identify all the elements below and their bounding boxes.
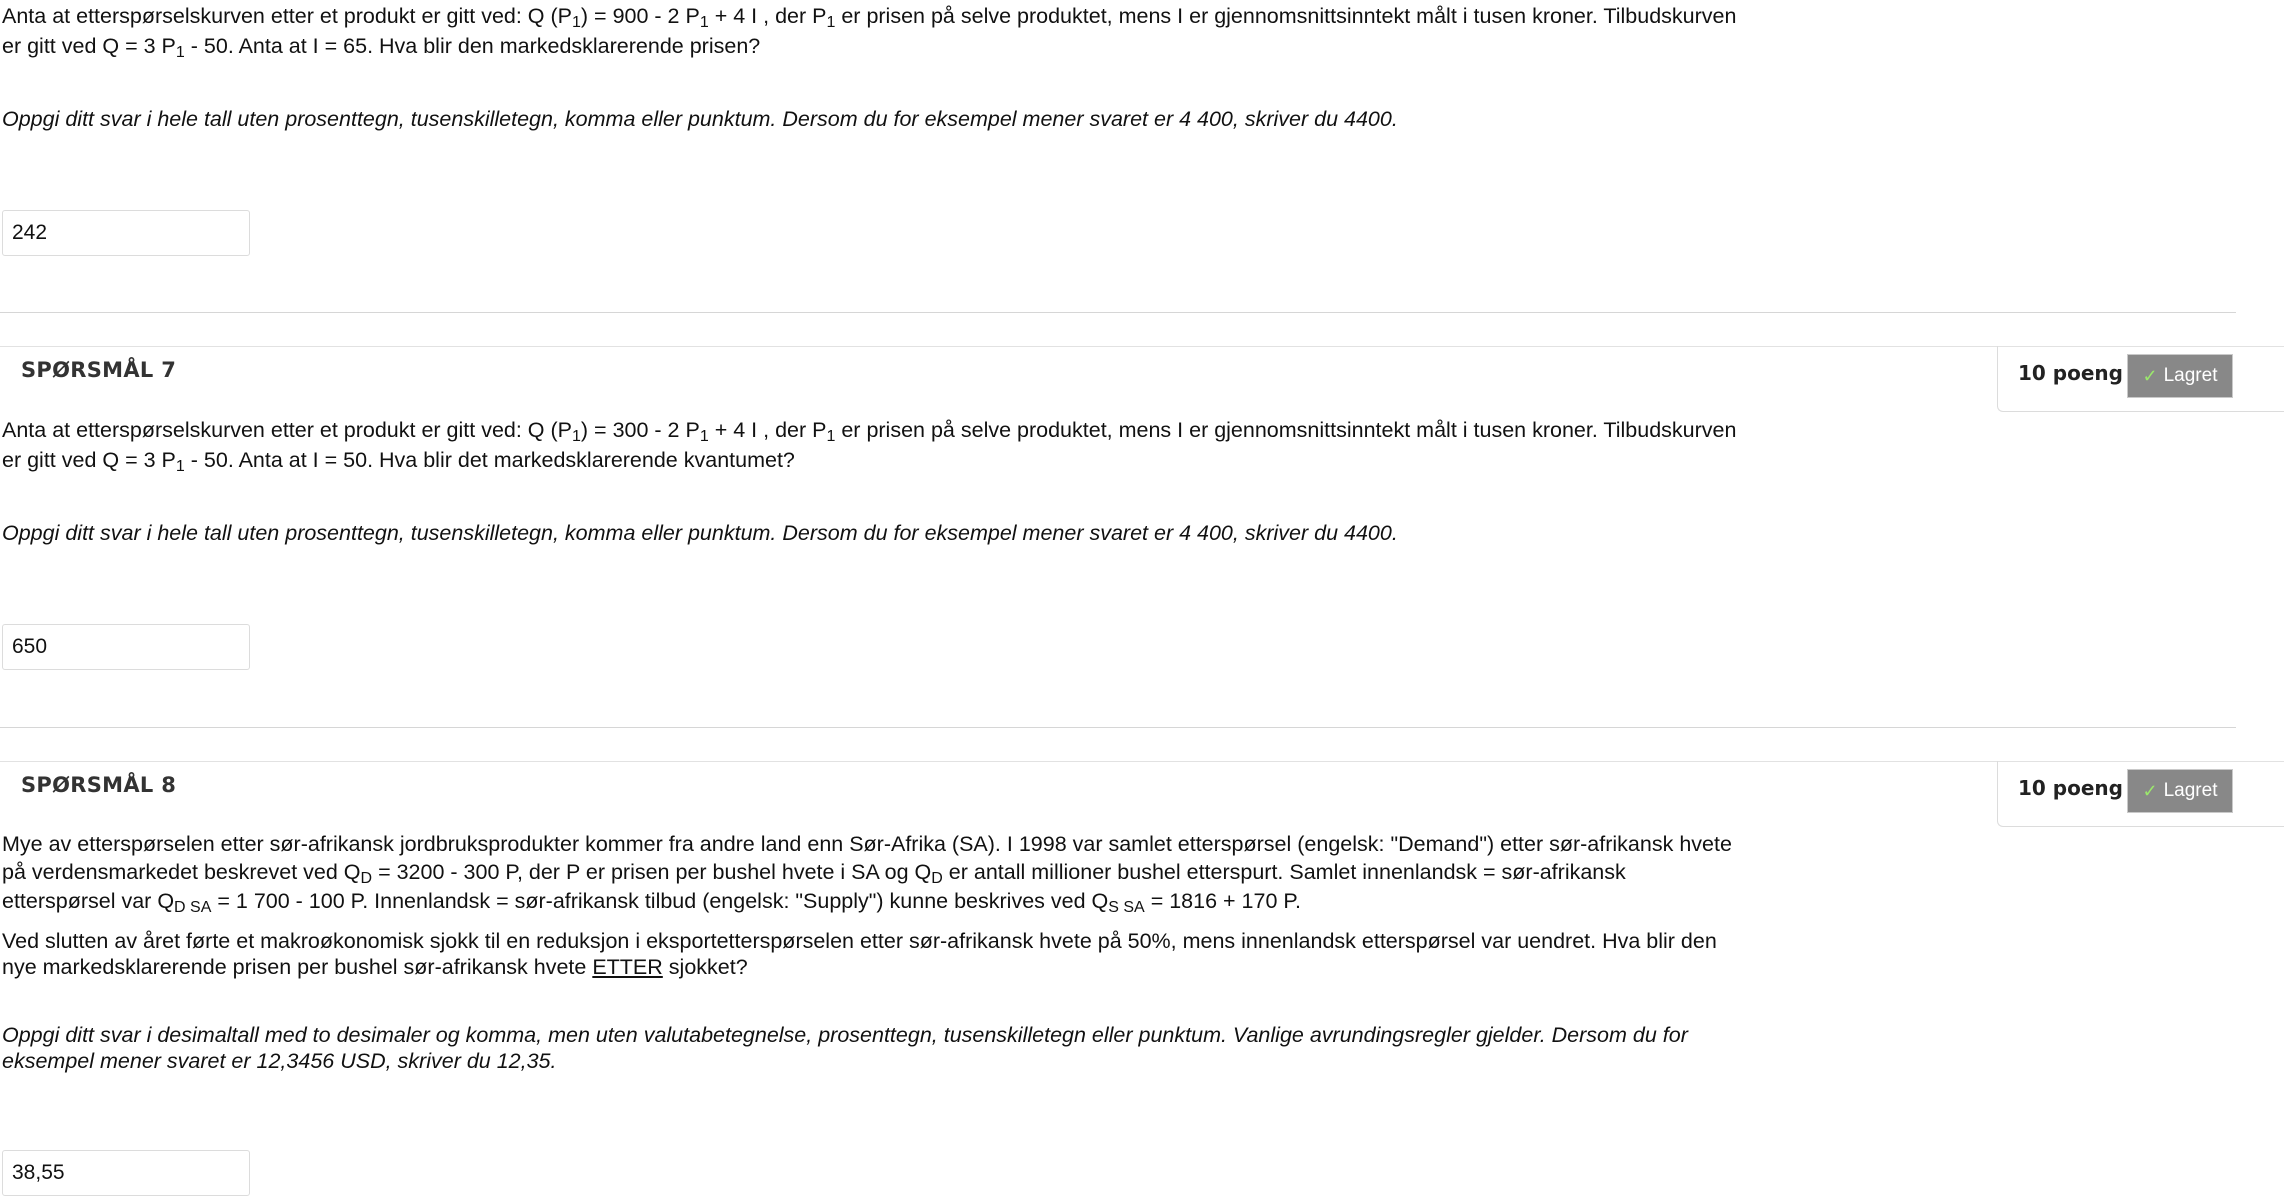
q8-text-line-4: Ved slutten av året førte et makroøkonomisk sjokk til en reduksjon i eksportetterspørselen etter sør-afrikansk hvete på 50%, mens innenlandsk etterspørsel var uendret. Hva blir den	[2, 929, 1717, 953]
q8-points: 10 poeng	[2018, 776, 2123, 800]
check-icon: ✓	[2142, 780, 2158, 801]
q8-info-box	[1997, 761, 2284, 827]
check-icon: ✓	[2142, 365, 2158, 386]
q8-instruction-line-2: eksempel mener svaret er 12,3456 USD, skriver du 12,35.	[2, 1049, 557, 1073]
q7-text-line-2: er gitt ved Q = 3 $P_1 - 50$. Anta at I = 50. Hva blir det markedsklarerende kvantumet?	[2, 448, 795, 475]
q8-text-line-1: Mye av etterspørselen etter sør-afrikansk jordbruksprodukter kommer fra andre land enn Sør-Afrika (SA). I 1998 var samlet etterspørsel (engelsk: "Demand") etter sør-afrikansk hvete	[2, 832, 1732, 856]
q8-answer-input[interactable]	[2, 1150, 250, 1196]
q8-text-line-3: etterspørsel var $Q_{D SA} = 1$ 700 - 100 P. Innenlandsk = sør-afrikansk tilbud (engelsk: "Supply") kunne beskrives ved $Q_{S SA} = 1816 + 170$ P.	[2, 889, 1301, 916]
q7-divider	[0, 727, 2236, 728]
etter-emphasis: ETTER	[592, 955, 663, 979]
q8-text-line-5: nye markedsklarerende prisen per bushel sør-afrikansk hvete ETTER sjokket?	[2, 955, 748, 979]
q8-saved-label: Lagret	[2163, 780, 2218, 801]
q8-text-line-2: på verdensmarkedet beskrevet ved $Q_D = 3200 - 300$ P, der P er prisen per bushel hvete i SA og $Q_D$ er antall millioner bushel etterspurt. Samlet innenlandsk = sør-afrikansk	[2, 860, 1626, 887]
q6-text-line-2: er gitt ved Q = 3 $P_1 - 50$. Anta at I = 65. Hva blir den markedsklarerende prisen?	[2, 34, 761, 61]
q7-answer-input[interactable]	[2, 624, 250, 670]
q6-text-line-1: Anta at etterspørselskurven etter et produkt er gitt ved: Q $(P_1) = 900 - 2$ $P_1 + 4$ I , der $P_1$ er prisen på selve produktet, mens I er gjennomsnittsinntekt målt i tusen kroner. Tilbudskurven	[2, 4, 1737, 31]
q8-title: SPØRSMÅL 8	[21, 773, 177, 797]
q7-text-line-1: Anta at etterspørselskurven etter et produkt er gitt ved: Q $(P_1) = 300 - 2$ $P_1 + 4$ I , der $P_1$ er prisen på selve produktet, mens I er gjennomsnittsinntekt målt i tusen kroner. Tilbudskurven	[2, 418, 1737, 445]
q7-header-line	[0, 346, 2284, 347]
q7-points: 10 poeng	[2018, 361, 2123, 385]
q7-saved-label: Lagret	[2163, 365, 2218, 386]
q7-saved-status	[2127, 354, 2233, 398]
q7-instruction: Oppgi ditt svar i hele tall uten prosenttegn, tusenskilletegn, komma eller punktum. Dersom du for eksempel mener svaret er 4 400, skriver du 4400.	[2, 521, 1398, 545]
q7-info-box	[1997, 346, 2284, 412]
q6-answer-input[interactable]	[2, 210, 250, 256]
q8-saved-status	[2127, 769, 2233, 813]
q7-title: SPØRSMÅL 7	[21, 358, 177, 382]
q8-instruction-line-1: Oppgi ditt svar i desimaltall med to desimaler og komma, men uten valutabetegnelse, prosenttegn, tusenskilletegn eller punktum. Vanlige avrundingsregler gjelder. Dersom du for	[2, 1023, 1688, 1047]
q6-instruction: Oppgi ditt svar i hele tall uten prosenttegn, tusenskilletegn, komma eller punktum. Dersom du for eksempel mener svaret er 4 400, skriver du 4400.	[2, 107, 1398, 131]
q6-divider	[0, 312, 2236, 313]
q8-header-line	[0, 761, 2284, 762]
